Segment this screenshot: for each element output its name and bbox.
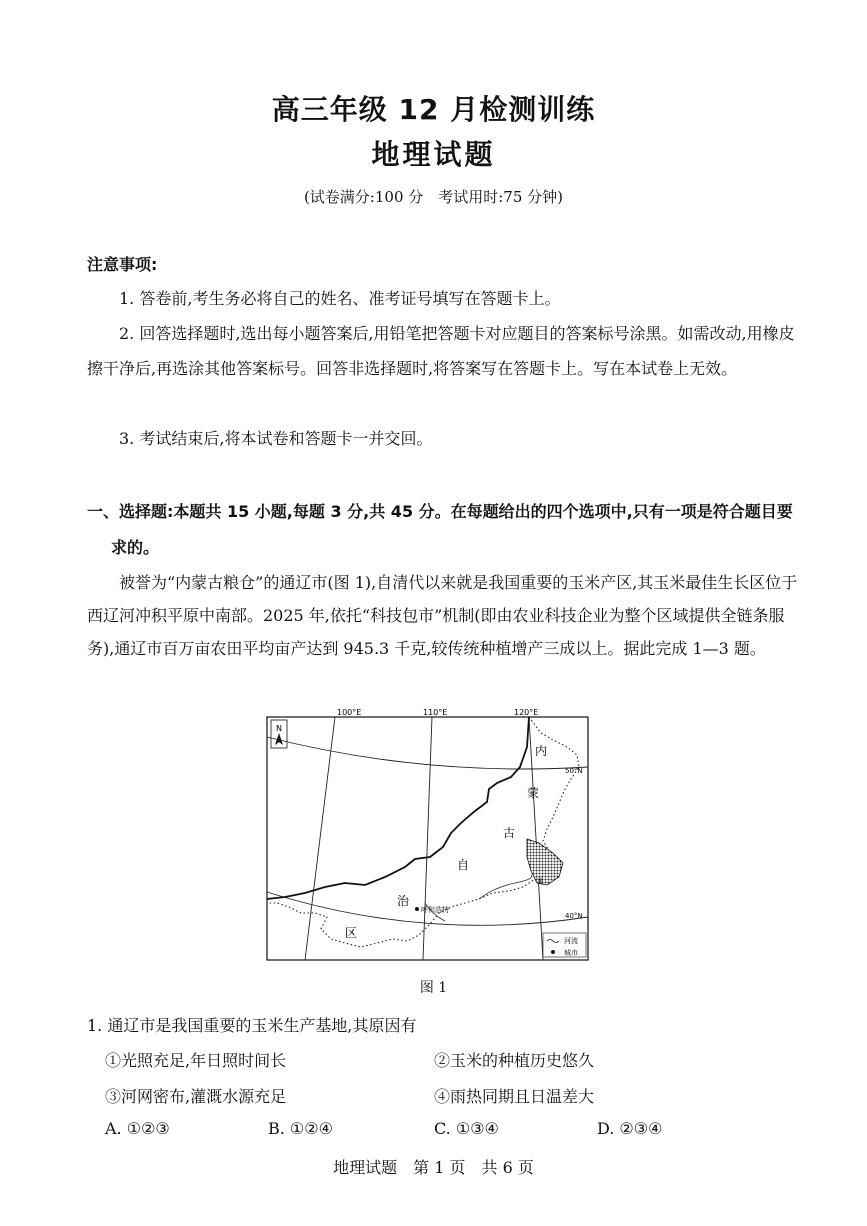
question-1-stem: 1. 通辽市是我国重要的玉米生产基地,其原因有 bbox=[87, 1016, 417, 1035]
legend-city: 城市 bbox=[564, 949, 578, 957]
region-char-4: 自 bbox=[457, 858, 470, 872]
choice-c[interactable]: C. ①③④ bbox=[434, 1119, 499, 1138]
hohhot-marker bbox=[415, 907, 419, 911]
lon-100-label: 100°E bbox=[337, 708, 362, 717]
region-char-3: 古 bbox=[503, 826, 516, 840]
choice-d[interactable]: D. ②③④ bbox=[597, 1119, 663, 1138]
notice-item-1: 1. 答卷前,考生务必将自己的姓名、准考证号填写在答题卡上。 bbox=[119, 289, 561, 308]
lon-120-label: 120°E bbox=[514, 708, 539, 717]
choice-b[interactable]: B. ①②④ bbox=[268, 1119, 333, 1138]
exam-subject-title: 地理试题 bbox=[371, 138, 496, 171]
figure-caption: 图 1 bbox=[419, 980, 448, 996]
lon-110-label: 110°E bbox=[423, 708, 448, 717]
north-label: N bbox=[276, 724, 282, 733]
lat-50-label: 50°N bbox=[565, 767, 583, 775]
region-char-5: 治 bbox=[397, 894, 410, 908]
legend-river: 河流 bbox=[564, 937, 578, 945]
statement-3: ③河网密布,灌溉水源充足 bbox=[105, 1087, 287, 1106]
section-heading: 一、选择题:本题共 15 小题,每题 3 分,共 45 分。在每题给出的四个选项中,只有一项是符合题目要求的。 bbox=[87, 502, 793, 557]
statement-4: ④雨热同期且日温差大 bbox=[434, 1087, 595, 1106]
lat-40-label: 40°N bbox=[565, 912, 583, 920]
region-char-1: 内 bbox=[535, 744, 548, 758]
notice-item-3: 3. 考试结束后,将本试卷和答题卡一并交回。 bbox=[119, 429, 433, 448]
page-footer: 地理试题 第 1 页 共 6 页 bbox=[333, 1158, 534, 1177]
exam-meta: (试卷满分:100 分 考试用时:75 分钟) bbox=[303, 188, 564, 206]
notice-item-2: 2. 回答选择题时,选出每小题答案后,用铅笔把答题卡对应题目的答案标号涂黑。如需改动,用橡皮擦干净后,再选涂其他答案标号。回答非选择题时,将答案写在答题卡上。写在本试卷上无效。 bbox=[87, 324, 795, 378]
region-char-6: 区 bbox=[345, 926, 358, 940]
statement-1: ①光照充足,年日照时间长 bbox=[105, 1051, 287, 1070]
hohhot-label: 呼和浩特 bbox=[421, 906, 449, 914]
notice-heading: 注意事项: bbox=[87, 255, 158, 274]
tongliao-label: 通 bbox=[537, 878, 544, 885]
figure-1-map bbox=[265, 707, 590, 962]
north-arrow-icon bbox=[271, 720, 287, 748]
choice-a[interactable]: A. ①②③ bbox=[105, 1119, 170, 1138]
statement-2: ②玉米的种植历史悠久 bbox=[434, 1051, 595, 1070]
passage: 被誉为“内蒙古粮仓”的通辽市(图 1),自清代以来就是我国重要的玉米产区,其玉米最佳生长区位于西辽河冲积平原中南部。2025 年,依托“科技包市”机制(即由农业科技企业为整个区域提供全链条服务),通辽市百万亩农田平均亩产达到 945.3 千克,较传统种植增产三成以上。据此完成 1—3 题。 bbox=[87, 573, 798, 658]
map-legend bbox=[543, 933, 586, 957]
region-char-2: 蒙 bbox=[527, 786, 540, 800]
exam-title: 高三年级 12 月检测训练 bbox=[271, 93, 596, 126]
